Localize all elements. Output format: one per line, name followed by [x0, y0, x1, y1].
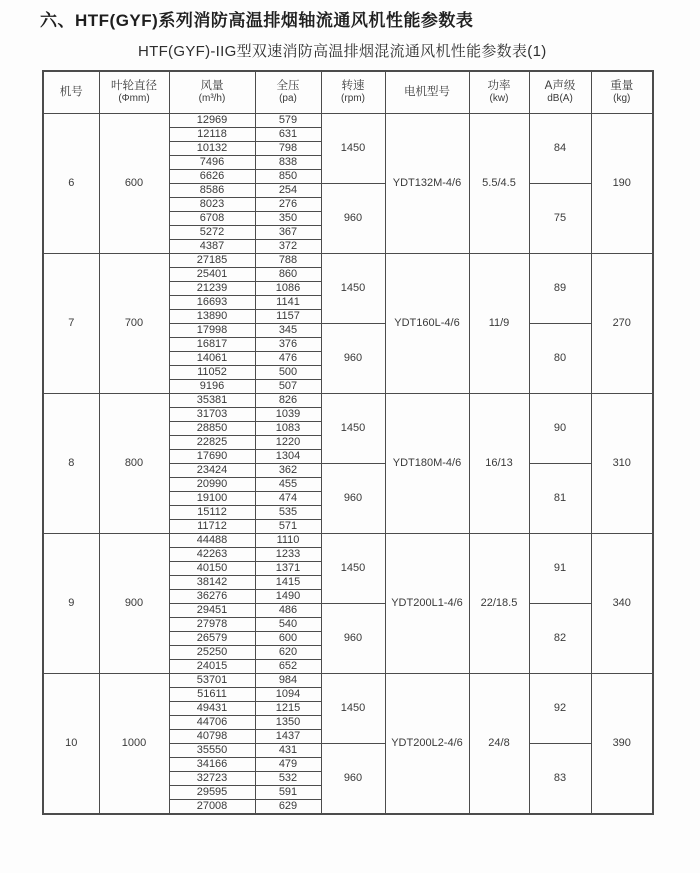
total-pressure-cell: 600	[255, 631, 321, 645]
air-volume-cell: 16693	[169, 295, 255, 309]
air-volume-cell: 5272	[169, 225, 255, 239]
total-pressure-cell: 826	[255, 393, 321, 407]
power-cell: 11/9	[469, 253, 529, 393]
total-pressure-cell: 350	[255, 211, 321, 225]
weight-cell: 190	[591, 113, 653, 253]
noise-level-cell: 92	[529, 673, 591, 743]
motor-model-cell: YDT180M-4/6	[385, 393, 469, 533]
total-pressure-cell: 532	[255, 771, 321, 785]
total-pressure-cell: 254	[255, 183, 321, 197]
table-row	[43, 253, 653, 267]
speed-cell: 1450	[321, 253, 385, 323]
total-pressure-cell: 1039	[255, 407, 321, 421]
air-volume-cell: 25250	[169, 645, 255, 659]
table-body	[43, 113, 653, 814]
speed-cell: 1450	[321, 113, 385, 183]
col-header-fan-no: 机号	[43, 71, 99, 113]
col-header-impeller-diameter: 叶轮直径 (Φmm)	[99, 71, 169, 113]
total-pressure-cell: 1110	[255, 533, 321, 547]
air-volume-cell: 7496	[169, 155, 255, 169]
total-pressure-cell: 479	[255, 757, 321, 771]
impeller-diameter-cell: 800	[99, 393, 169, 533]
col-header-total-pressure: 全压 (pa)	[255, 71, 321, 113]
weight-cell: 340	[591, 533, 653, 673]
total-pressure-cell: 1094	[255, 687, 321, 701]
fan-no-cell: 9	[43, 533, 99, 673]
total-pressure-cell: 591	[255, 785, 321, 799]
total-pressure-cell: 535	[255, 505, 321, 519]
air-volume-cell: 9196	[169, 379, 255, 393]
total-pressure-cell: 345	[255, 323, 321, 337]
power-cell: 5.5/4.5	[469, 113, 529, 253]
total-pressure-cell: 1215	[255, 701, 321, 715]
total-pressure-cell: 1233	[255, 547, 321, 561]
noise-level-cell: 90	[529, 393, 591, 463]
motor-model-cell: YDT160L-4/6	[385, 253, 469, 393]
air-volume-cell: 29595	[169, 785, 255, 799]
air-volume-cell: 44488	[169, 533, 255, 547]
air-volume-cell: 10132	[169, 141, 255, 155]
total-pressure-cell: 1220	[255, 435, 321, 449]
air-volume-cell: 27185	[169, 253, 255, 267]
fan-no-cell: 10	[43, 673, 99, 814]
air-volume-cell: 51611	[169, 687, 255, 701]
motor-model-cell: YDT132M-4/6	[385, 113, 469, 253]
total-pressure-cell: 1304	[255, 449, 321, 463]
air-volume-cell: 42263	[169, 547, 255, 561]
impeller-diameter-cell: 600	[99, 113, 169, 253]
noise-level-cell: 83	[529, 743, 591, 814]
air-volume-cell: 38142	[169, 575, 255, 589]
total-pressure-cell: 367	[255, 225, 321, 239]
impeller-diameter-cell: 700	[99, 253, 169, 393]
col-header-motor-model: 电机型号	[385, 71, 469, 113]
air-volume-cell: 27008	[169, 799, 255, 814]
table-header-row	[43, 71, 653, 113]
fan-no-cell: 8	[43, 393, 99, 533]
noise-level-cell: 75	[529, 183, 591, 253]
air-volume-cell: 6626	[169, 169, 255, 183]
total-pressure-cell: 540	[255, 617, 321, 631]
speed-cell: 1450	[321, 673, 385, 743]
air-volume-cell: 6708	[169, 211, 255, 225]
air-volume-cell: 14061	[169, 351, 255, 365]
air-volume-cell: 16817	[169, 337, 255, 351]
air-volume-cell: 49431	[169, 701, 255, 715]
air-volume-cell: 40798	[169, 729, 255, 743]
air-volume-cell: 21239	[169, 281, 255, 295]
air-volume-cell: 17998	[169, 323, 255, 337]
air-volume-cell: 11712	[169, 519, 255, 533]
total-pressure-cell: 1086	[255, 281, 321, 295]
air-volume-cell: 31703	[169, 407, 255, 421]
col-header-air-volume: 风量 (m³/h)	[169, 71, 255, 113]
air-volume-cell: 29451	[169, 603, 255, 617]
speed-cell: 960	[321, 463, 385, 533]
total-pressure-cell: 1371	[255, 561, 321, 575]
table-row	[43, 113, 653, 127]
air-volume-cell: 36276	[169, 589, 255, 603]
air-volume-cell: 25401	[169, 267, 255, 281]
total-pressure-cell: 1350	[255, 715, 321, 729]
total-pressure-cell: 362	[255, 463, 321, 477]
speed-cell: 1450	[321, 533, 385, 603]
impeller-diameter-cell: 900	[99, 533, 169, 673]
air-volume-cell: 53701	[169, 673, 255, 687]
air-volume-cell: 15112	[169, 505, 255, 519]
total-pressure-cell: 1083	[255, 421, 321, 435]
total-pressure-cell: 1415	[255, 575, 321, 589]
air-volume-cell: 22825	[169, 435, 255, 449]
fan-spec-table	[42, 70, 654, 815]
total-pressure-cell: 500	[255, 365, 321, 379]
total-pressure-cell: 850	[255, 169, 321, 183]
speed-cell: 1450	[321, 393, 385, 463]
air-volume-cell: 27978	[169, 617, 255, 631]
col-header-weight: 重量 (kg)	[591, 71, 653, 113]
total-pressure-cell: 1490	[255, 589, 321, 603]
noise-level-cell: 91	[529, 533, 591, 603]
air-volume-cell: 19100	[169, 491, 255, 505]
total-pressure-cell: 431	[255, 743, 321, 757]
total-pressure-cell: 455	[255, 477, 321, 491]
air-volume-cell: 28850	[169, 421, 255, 435]
air-volume-cell: 8023	[169, 197, 255, 211]
total-pressure-cell: 798	[255, 141, 321, 155]
total-pressure-cell: 1157	[255, 309, 321, 323]
total-pressure-cell: 838	[255, 155, 321, 169]
air-volume-cell: 35550	[169, 743, 255, 757]
power-cell: 24/8	[469, 673, 529, 814]
total-pressure-cell: 372	[255, 239, 321, 253]
air-volume-cell: 24015	[169, 659, 255, 673]
air-volume-cell: 40150	[169, 561, 255, 575]
total-pressure-cell: 507	[255, 379, 321, 393]
total-pressure-cell: 652	[255, 659, 321, 673]
page-title: 六、HTF(GYF)系列消防高温排烟轴流通风机性能参数表	[40, 11, 474, 30]
power-cell: 22/18.5	[469, 533, 529, 673]
motor-model-cell: YDT200L2-4/6	[385, 673, 469, 814]
air-volume-cell: 4387	[169, 239, 255, 253]
table-row	[43, 533, 653, 547]
fan-no-cell: 7	[43, 253, 99, 393]
air-volume-cell: 23424	[169, 463, 255, 477]
table-subtitle: HTF(GYF)-IIG型双速消防高温排烟混流通风机性能参数表(1)	[138, 43, 547, 60]
table-row	[43, 673, 653, 687]
air-volume-cell: 12118	[169, 127, 255, 141]
speed-cell: 960	[321, 323, 385, 393]
total-pressure-cell: 860	[255, 267, 321, 281]
air-volume-cell: 26579	[169, 631, 255, 645]
total-pressure-cell: 984	[255, 673, 321, 687]
table-row	[43, 393, 653, 407]
total-pressure-cell: 476	[255, 351, 321, 365]
noise-level-cell: 82	[529, 603, 591, 673]
total-pressure-cell: 620	[255, 645, 321, 659]
power-cell: 16/13	[469, 393, 529, 533]
col-header-power: 功率 (kw)	[469, 71, 529, 113]
speed-cell: 960	[321, 603, 385, 673]
air-volume-cell: 35381	[169, 393, 255, 407]
total-pressure-cell: 474	[255, 491, 321, 505]
motor-model-cell: YDT200L1-4/6	[385, 533, 469, 673]
col-header-speed: 转速 (rpm)	[321, 71, 385, 113]
air-volume-cell: 12969	[169, 113, 255, 127]
total-pressure-cell: 1141	[255, 295, 321, 309]
total-pressure-cell: 276	[255, 197, 321, 211]
air-volume-cell: 11052	[169, 365, 255, 379]
air-volume-cell: 13890	[169, 309, 255, 323]
noise-level-cell: 89	[529, 253, 591, 323]
weight-cell: 390	[591, 673, 653, 814]
total-pressure-cell: 631	[255, 127, 321, 141]
noise-level-cell: 84	[529, 113, 591, 183]
noise-level-cell: 80	[529, 323, 591, 393]
air-volume-cell: 8586	[169, 183, 255, 197]
air-volume-cell: 34166	[169, 757, 255, 771]
total-pressure-cell: 376	[255, 337, 321, 351]
weight-cell: 310	[591, 393, 653, 533]
col-header-noise-level: A声级 dB(A)	[529, 71, 591, 113]
air-volume-cell: 17690	[169, 449, 255, 463]
total-pressure-cell: 1437	[255, 729, 321, 743]
impeller-diameter-cell: 1000	[99, 673, 169, 814]
air-volume-cell: 44706	[169, 715, 255, 729]
speed-cell: 960	[321, 743, 385, 814]
total-pressure-cell: 579	[255, 113, 321, 127]
total-pressure-cell: 788	[255, 253, 321, 267]
speed-cell: 960	[321, 183, 385, 253]
weight-cell: 270	[591, 253, 653, 393]
air-volume-cell: 32723	[169, 771, 255, 785]
fan-no-cell: 6	[43, 113, 99, 253]
total-pressure-cell: 486	[255, 603, 321, 617]
noise-level-cell: 81	[529, 463, 591, 533]
total-pressure-cell: 629	[255, 799, 321, 814]
air-volume-cell: 20990	[169, 477, 255, 491]
total-pressure-cell: 571	[255, 519, 321, 533]
